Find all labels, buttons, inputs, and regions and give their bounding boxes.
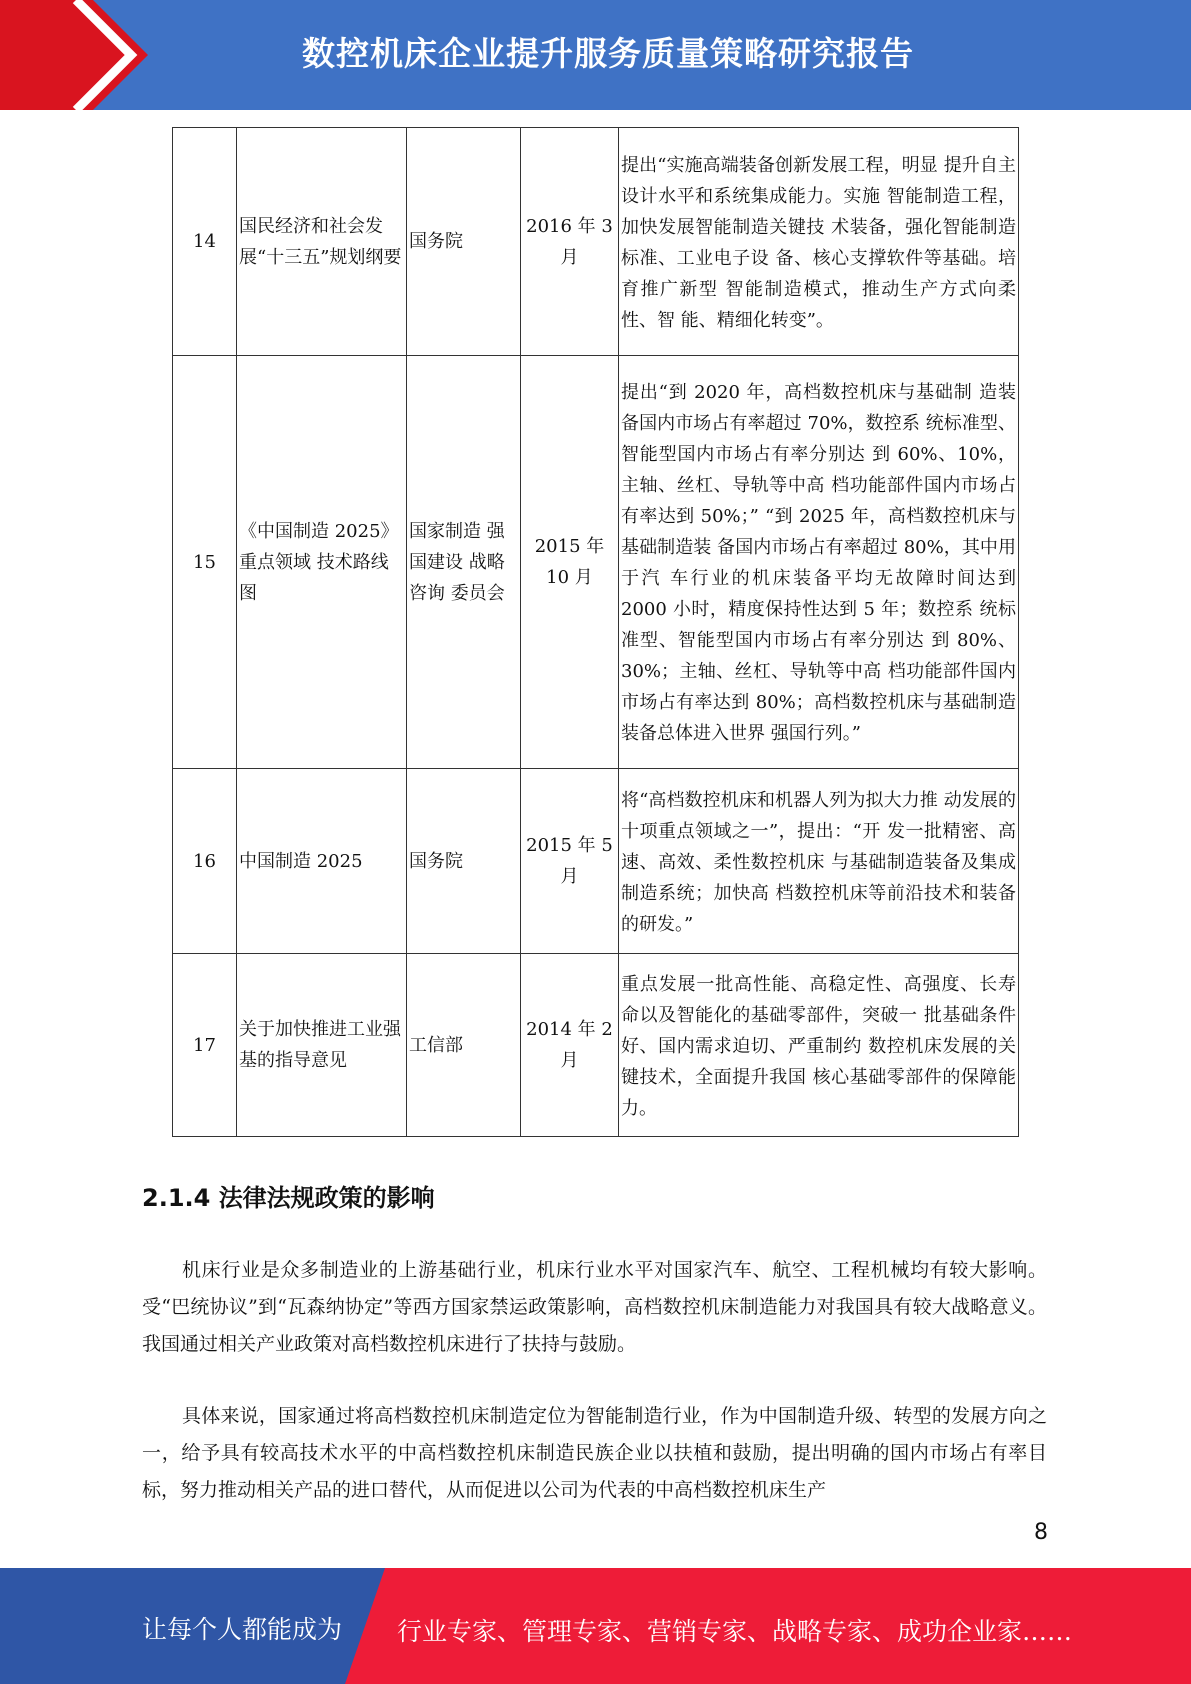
- row-number: 14: [173, 128, 237, 356]
- policy-date: 2014 年 2 月: [521, 954, 619, 1137]
- policy-date: 2015 年 5 月: [521, 769, 619, 954]
- page-number: 8: [1034, 1520, 1048, 1545]
- page-footer: [0, 1568, 1191, 1684]
- section-heading: 2.1.4 法律法规政策的影响: [142, 1184, 435, 1212]
- policy-content: 提出“实施高端装备创新发展工程，明显 提升自主设计水平和系统集成能力。实施 智能制造工程，加快发展智能制造关键技 术装备，强化智能制造标准、工业电子设 备、核心支撑软件等基础。培育推广新型 智能制造模式，推动生产方式向柔性、智 能、精细化转变”。: [619, 128, 1019, 356]
- row-number: 17: [173, 954, 237, 1137]
- policy-date: 2015 年 10 月: [521, 356, 619, 769]
- footer-slogan-right: 行业专家、管理专家、营销专家、战略专家、成功企业家……: [397, 1617, 1073, 1646]
- body-paragraph: 机床行业是众多制造业的上游基础行业，机床行业水平对国家汽车、航空、工程机械均有较大影响。受“巴统协议”到“瓦森纳协定”等西方国家禁运政策影响，高档数控机床制造能力对我国具有较大战略意义。我国通过相关产业政策对高档数控机床进行了扶持与鼓励。: [142, 1259, 1047, 1355]
- policy-content: 重点发展一批高性能、高稳定性、高强度、长寿命以及智能化的基础零部件，突破一 批基础条件好、国内需求迫切、严重制约 数控机床发展的关键技术，全面提升我国 核心基础零部件的保障能力。: [619, 954, 1019, 1137]
- policy-date: 2016 年 3 月: [521, 128, 619, 356]
- report-title: 数控机床企业提升服务质量策略研究报告: [302, 34, 914, 73]
- row-number: 16: [173, 769, 237, 954]
- table-row: [173, 954, 1019, 1137]
- table-row: [173, 769, 1019, 954]
- row-number: 15: [173, 356, 237, 769]
- footer-slogan-left: 让每个人都能成为: [142, 1615, 343, 1644]
- policy-name: 国民经济和社会发展“十三五”规划纲要: [237, 128, 407, 356]
- policy-table: [172, 127, 1019, 1137]
- policy-content: 提出“到 2020 年，高档数控机床与基础制 造装备国内市场占有率超过 70%，数控系 统标准型、智能型国内市场占有率分别达 到 60%、10%，主轴、丝杠、导轨等中高 档功能部件国内市场占有率达到 50%；” “到 2025 年，高档数控机床与基础制造装 备国内市场占有率超过 80%，其中用于汽 车行业的机床装备平均无故障时间达到 2000 小时，精度保持性达到 5 年；数控系 统标准型、智能型国内市场占有率分别达 到 80%、30%；主轴、丝杠、导轨等中高 档功能部件国内市场占有率达到 80%；高档数控机床与基础制造装备总体进入世界 强国行列。”: [619, 356, 1019, 769]
- policy-issuer: 国家制造 强国建设 战略咨询 委员会: [407, 356, 521, 769]
- policy-name: 《中国制造 2025》重点领域 技术路线图: [237, 356, 407, 769]
- policy-issuer: 工信部: [407, 954, 521, 1137]
- policy-name: 中国制造 2025: [237, 769, 407, 954]
- table-row: [173, 356, 1019, 769]
- page-header: [0, 0, 1191, 110]
- policy-content: 将“高档数控机床和机器人列为拟大力推 动发展的十项重点领域之一”，提出：“开 发一批精密、高速、高效、柔性数控机床 与基础制造装备及集成制造系统；加快高 档数控机床等前沿技术和装备的研发。”: [619, 769, 1019, 954]
- policy-issuer: 国务院: [407, 769, 521, 954]
- table-row: [173, 128, 1019, 356]
- body-paragraph: 具体来说，国家通过将高档数控机床制造定位为智能制造行业，作为中国制造升级、转型的发展方向之一，给予具有较高技术水平的中高档数控机床制造民族企业以扶植和鼓励，提出明确的国内市场占有率目标，努力推动相关产品的进口替代，从而促进以公司为代表的中高档数控机床生产: [142, 1405, 1047, 1501]
- policy-name: 关于加快推进工业强基的指导意见: [237, 954, 407, 1137]
- policy-issuer: 国务院: [407, 128, 521, 356]
